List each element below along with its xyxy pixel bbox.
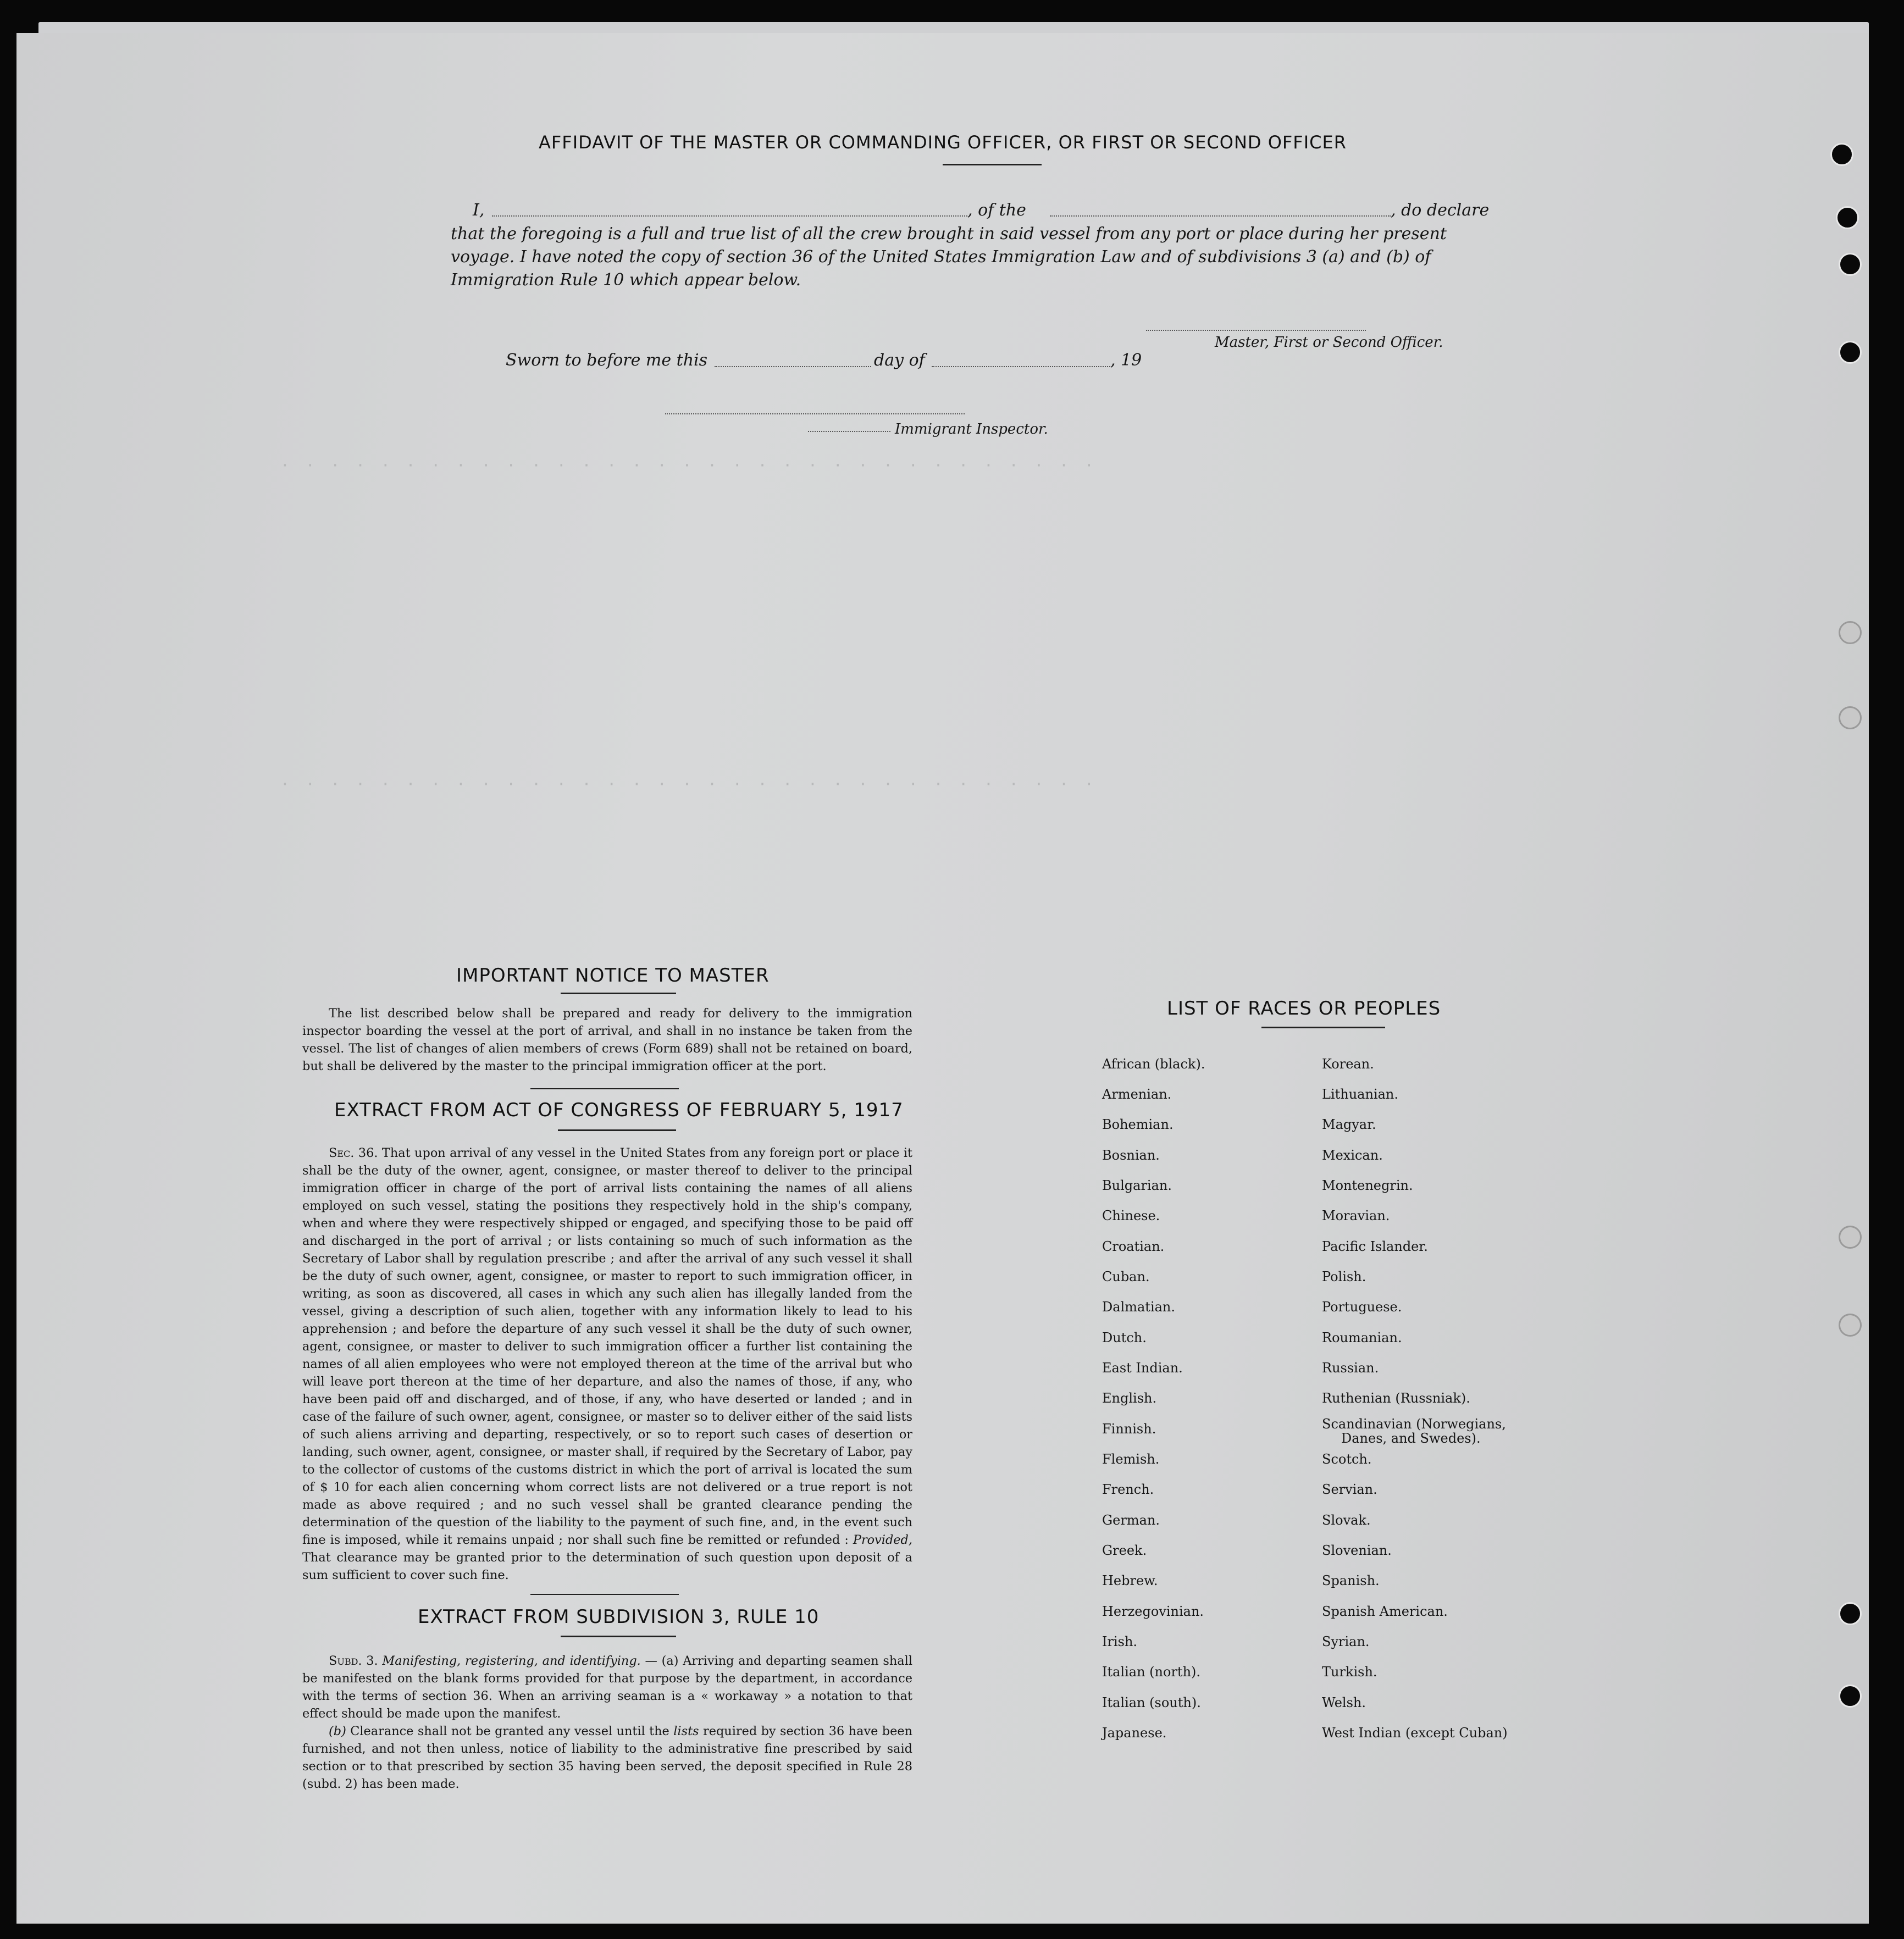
race-item: Irish. [1102,1634,1138,1649]
bleed-through-marks: · · · · · · · · · · · · · · · · · · · · · · · · · · · · · · · · · [280,456,1097,474]
master-signature-label: Master, First or Second Officer. [1215,334,1443,351]
race-item: Hebrew. [1102,1573,1158,1588]
race-item: German. [1102,1513,1160,1528]
affidavit-title-rule [943,164,1042,165]
act-extract-title-rule [558,1129,676,1131]
vessel-blank-field[interactable] [1050,215,1391,217]
race-item: Italian (north). [1102,1664,1201,1680]
binder-hole-icon [1839,706,1862,729]
document-page [16,33,1869,1924]
day-of-text: day of [874,351,925,370]
race-item: Scandinavian (Norwegians, [1322,1416,1506,1432]
races-title-rule [1261,1027,1385,1028]
binder-hole-icon [1839,1314,1862,1337]
affidavit-body-line: Immigration Rule 10 which appear below. [451,270,801,290]
race-item: Portuguese. [1322,1299,1402,1315]
race-item: Finnish. [1102,1421,1156,1437]
race-item: Croatian. [1102,1239,1165,1254]
name-blank-field[interactable] [492,215,967,217]
race-item: Scotch. [1322,1452,1372,1467]
race-item: Bohemian. [1102,1117,1174,1132]
rule-extract-title: EXTRACT FROM SUBDIVISION 3, RULE 10 [418,1606,820,1628]
race-item: Bulgarian. [1102,1178,1172,1193]
race-item: Korean. [1322,1056,1374,1072]
sworn-text: Sworn to before me this [506,351,708,370]
race-item: Spanish American. [1322,1604,1448,1619]
race-item: Magyar. [1322,1117,1376,1132]
race-item: Turkish. [1322,1664,1377,1680]
bleed-through-marks: · · · · · · · · · · · · · · · · · · · · · · · · · · · · · · · · · [280,775,1097,793]
affidavit-i: I, [473,201,485,220]
race-item: Roumanian. [1322,1330,1402,1345]
binder-hole-icon [1839,621,1862,644]
race-item: Armenian. [1102,1087,1172,1102]
race-item: Cuban. [1102,1269,1150,1284]
race-item-continuation: Danes, and Swedes). [1341,1431,1481,1446]
affidavit-title: AFFIDAVIT OF THE MASTER OR COMMANDING OFFICER, OR FIRST OR SECOND OFFICER [539,132,1347,153]
inspector-signature-lead [808,431,890,432]
binder-hole-icon [1839,253,1862,276]
race-item: Mexican. [1322,1148,1383,1163]
sworn-day-field[interactable] [715,366,871,367]
race-item: Italian (south). [1102,1695,1201,1710]
race-item: Slovak. [1322,1513,1371,1528]
notice-text: The list described below shall be prepared and ready for delivery to the immigration inspector boarding the vessel at the port of arrival, and shall in no instance be taken from the vessel. The list of changes of alien members of crews (Form 689) shall not be retained on board, but shall be delivered by the master to the principal immigration officer at the port. [302,1006,912,1073]
race-item: Dutch. [1102,1330,1147,1345]
affidavit-body-line: that the foregoing is a full and true list of all the crew brought in said vessel from any port or place during her present [451,224,1447,243]
race-item: French. [1102,1482,1154,1497]
binder-hole-icon [1839,1602,1862,1625]
binder-hole-icon [1839,1685,1862,1708]
race-item: Syrian. [1322,1634,1370,1649]
race-item: African (black). [1102,1056,1205,1072]
act-extract-text: Sec. 36. That upon arrival of any vessel in the United States from any foreign port or place it shall be the duty of the owner, agent, consignee, or master thereof to deliver to the principal immigration officer in charge of the port of arrival lists containing the names of all aliens employed on such vessel, stating the positions they respectively hold in the ship's company, when and where they were respectively shipped or engaged, and specifying those to be paid off and discharged in the port of arrival ; or lists containing so much of such information as the Secretary of Labor shall by regulation prescribe ; and after the arrival of any such vessel it shall be the duty of such owner, agent, consignee, or master to report to such immigration officer, in writing, as soon as discovered, all cases in which any such alien has illegally landed from the vessel, giving a description of such alien, together with any information likely to lead to his apprehension ; and before the departure of any such vessel it shall be the duty of such owner, agent, consignee, or master to deliver to such immigration officer a further list containing the names of all alien employees who were not employed thereon at the time of the arrival but who will leave port thereon at the time of her departure, and also the names of those, if any, who have been paid off and discharged, and of those, if any, who have deserted or landed ; and in case of the failure of such owner, agent, consignee, or master so to deliver either of the said lists of such aliens arriving and departing, respectively, or so to report such cases of desertion or landing, such owner, agent, consignee, or master shall, if required by the Secretary of Labor, pay to the collector of customs of the customs district in which the port of arrival is located the sum of $ 10 for each alien concerning whom correct lists are not delivered or a true report is not made as above required ; and no such vessel shall be granted clearance pending the determination of the question of the liability to the payment of such fine, and, in the event such fine is imposed, while it remains unpaid ; nor shall such fine be remitted or refunded : Provided, That clearance may be granted prior to the determination of such question upon deposit of a sum sufficient to cover such fine. [302,1146,913,1582]
race-item: Flemish. [1102,1452,1160,1467]
sworn-month-field[interactable] [932,366,1110,367]
race-item: East Indian. [1102,1360,1183,1376]
affidavit-body-line: voyage. I have noted the copy of section 36 of the United States Immigration Law and of subdivisions 3 (a) and (b) of [451,247,1431,267]
rule-extract-title-rule [561,1636,676,1637]
race-item: Bosnian. [1102,1148,1160,1163]
race-item: Japanese. [1102,1725,1167,1741]
act-extract-title: EXTRACT FROM ACT OF CONGRESS OF FEBRUARY 5, 1917 [334,1099,904,1121]
act-extract-divider [530,1594,679,1595]
master-signature-field[interactable] [1146,330,1366,331]
affidavit-of-the: , of the [967,201,1026,220]
binder-hole-icon [1839,341,1862,364]
inspector-label: Immigrant Inspector. [895,421,1048,437]
affidavit-declare: , do declare [1391,201,1490,220]
race-item: Chinese. [1102,1208,1160,1223]
race-item: Montenegrin. [1322,1178,1413,1193]
race-item: Russian. [1322,1360,1379,1376]
race-item: West Indian (except Cuban) [1322,1725,1508,1741]
race-item: Lithuanian. [1322,1087,1399,1102]
binder-hole-icon [1830,143,1853,166]
notice-divider [530,1088,679,1089]
binder-hole-icon [1839,1226,1862,1249]
race-item: Herzegovinian. [1102,1604,1204,1619]
binder-hole-icon [1836,206,1859,229]
race-item: Servian. [1322,1482,1377,1497]
year-text: , 19 [1110,351,1142,370]
inspector-signature-field[interactable] [665,413,965,414]
race-item: Pacific Islander. [1322,1239,1428,1254]
race-item: Dalmatian. [1102,1299,1176,1315]
race-item: Greek. [1102,1543,1147,1558]
notice-title-rule [561,993,676,994]
races-title: LIST OF RACES OR PEOPLES [1167,998,1441,1020]
race-item: Spanish. [1322,1573,1380,1588]
notice-title: IMPORTANT NOTICE TO MASTER [456,965,770,987]
race-item: Moravian. [1322,1208,1390,1223]
race-item: Slovenian. [1322,1543,1392,1558]
rule-extract-text: Subd. 3. Manifesting, registering, and identifying. — (a) Arriving and departing seamen shall be manifested on the blank forms provided for that purpose by the department, in accordance with the terms of section 36. When an arriving seaman is a « workaway » a notation to that effect should be made upon the manifest. (b) Clearance shall not be granted any vessel until the lists required by section 36 have been furnished, and not then unless, notice of liability to the administrative fine prescribed by said section or to that prescribed by section 35 having been served, the deposit specified in Rule 28 (subd. 2) has been made. [302,1654,913,1791]
race-item: Polish. [1322,1269,1366,1284]
race-item: English. [1102,1390,1157,1406]
race-item: Welsh. [1322,1695,1366,1710]
race-item: Ruthenian (Russniak). [1322,1390,1470,1406]
